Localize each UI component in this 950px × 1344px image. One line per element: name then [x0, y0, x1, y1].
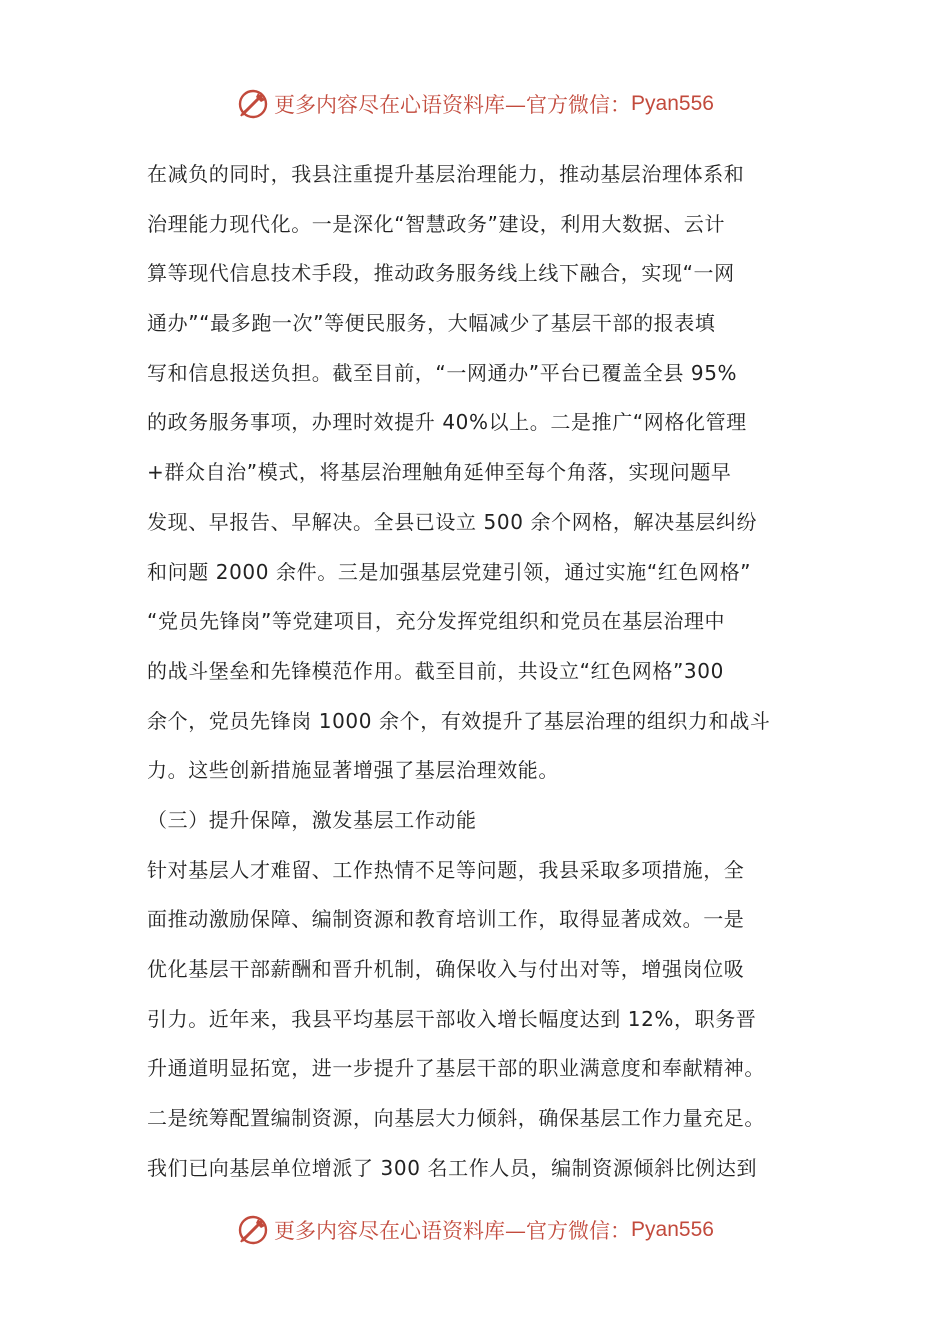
watermark-text: 更多内容尽在心语资料库—官方微信： [274, 1219, 632, 1243]
text-line: 和问题 2000 余件。三是加强基层党建引领，通过实施“红色网格” [147, 559, 752, 584]
body-text [147, 150, 812, 1193]
text-line: 治理能力现代化。一是深化“智慧政务”建设，利用大数据、云计 [147, 211, 726, 236]
text-line: 力。这些创新措施显著增强了基层治理效能。 [147, 758, 559, 783]
section-heading: （三）提升保障，激发基层工作动能 [147, 807, 477, 832]
text-line: +群众自治”模式，将基层治理触角延伸至每个角落，实现问题早 [147, 460, 732, 485]
pen-logo-icon [236, 1213, 270, 1247]
watermark-text: 更多内容尽在心语资料库—官方微信： [274, 93, 632, 117]
text-line: “党员先锋岗”等党建项目，充分发挥党组织和党员在基层治理中 [147, 609, 726, 634]
pen-logo-icon [236, 87, 270, 121]
wechat-id: Pyan556 [631, 92, 714, 115]
text-line: 引力。近年来，我县平均基层干部收入增长幅度达到 12%，职务晋 [147, 1006, 757, 1031]
text-line: 余个，党员先锋岗 1000 余个，有效提升了基层治理的组织力和战斗 [147, 708, 771, 733]
text-line: 发现、早报告、早解决。全县已设立 500 余个网格，解决基层纠纷 [147, 509, 758, 534]
text-line: 升通道明显拓宽，进一步提升了基层干部的职业满意度和奉献精神。 [147, 1056, 765, 1081]
footer-watermark [0, 1210, 950, 1250]
text-line: 我们已向基层单位增派了 300 名工作人员，编制资源倾斜比例达到 [147, 1155, 758, 1180]
text-line: 面推动激励保障、编制资源和教育培训工作，取得显著成效。一是 [147, 907, 745, 932]
text-line: 算等现代信息技术手段，推动政务服务线上线下融合，实现“一网 [147, 261, 735, 286]
wechat-id: Pyan556 [631, 1218, 714, 1241]
header-watermark [0, 84, 950, 124]
text-line: 写和信息报送负担。截至目前，“一网通办”平台已覆盖全县 95% [147, 360, 738, 385]
text-line: 的政务服务事项，办理时效提升 40%以上。二是推广“网格化管理 [147, 410, 747, 435]
text-line: 优化基层干部薪酬和晋升机制，确保收入与付出对等，增强岗位吸 [147, 957, 745, 981]
text-line: 二是统筹配置编制资源，向基层大力倾斜，确保基层工作力量充足。 [147, 1106, 765, 1131]
text-line: 的战斗堡垒和先锋模范作用。截至目前，共设立“红色网格”300 [147, 658, 724, 683]
text-line: 针对基层人才难留、工作热情不足等问题，我县采取多项措施，全 [147, 857, 745, 882]
text-line: 通办”“最多跑一次”等便民服务，大幅减少了基层干部的报表填 [147, 311, 716, 336]
text-line: 在减负的同时，我县注重提升基层治理能力，推动基层治理体系和 [147, 162, 745, 186]
